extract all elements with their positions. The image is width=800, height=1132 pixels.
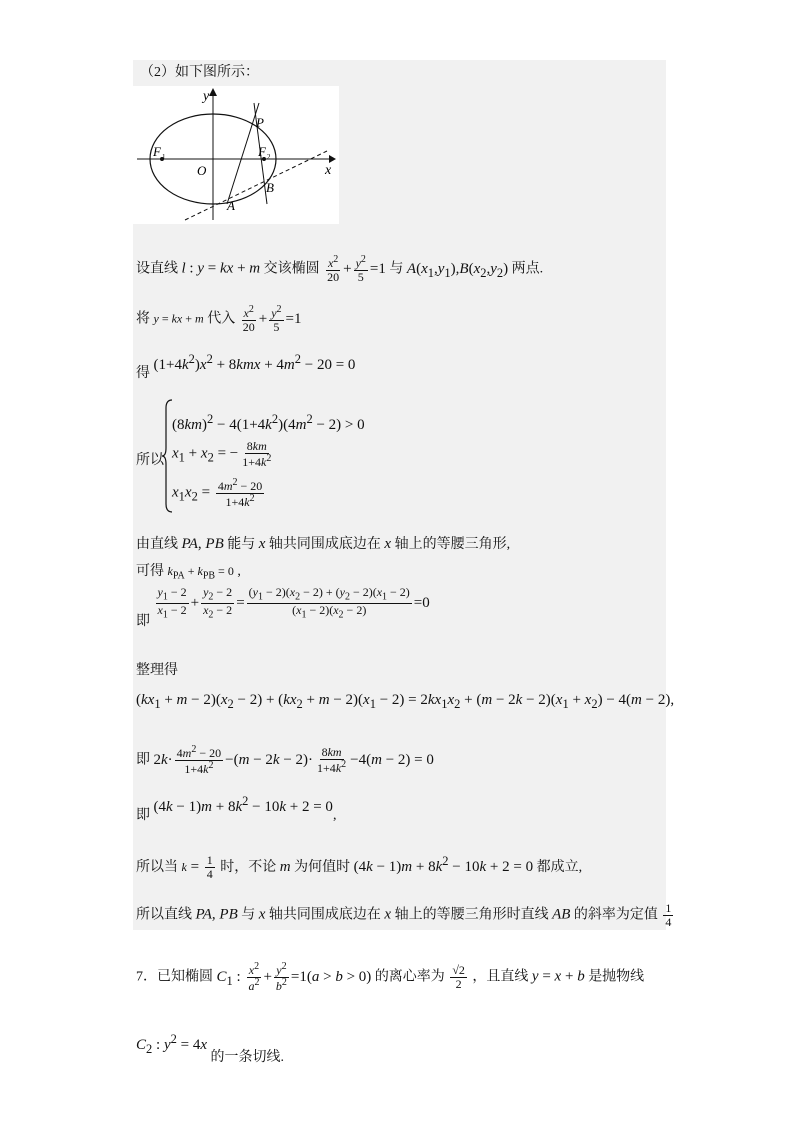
slope-fraction-eq: $\frac{y_1 - 2}{x_1 - 2}$ + $\frac{y_2 - 2}{x_2 - 2}$ = $\frac{(y_1 - 2)(x_2 - 2) + (y_2 - 2)(x_1 - 2)}{(x_1 - 2)(x_2 - 2)}$ =0: [157, 585, 430, 621]
eccentricity: $\frac{√2}{2}$: [452, 963, 465, 991]
m-var: m: [279, 859, 291, 875]
namely2-word: 即: [136, 752, 150, 768]
linear-in-m-eq: $(4k - 1)m + 8k^2 - 10k + 2 = 0$: [153, 794, 333, 815]
so-when-post: 都成立,: [536, 860, 583, 875]
so-word: 所以: [136, 453, 164, 468]
q7-mid2: ，且直线: [472, 969, 529, 985]
substitute-into-word: 代入: [207, 311, 236, 327]
point-b-label: B: [266, 180, 274, 195]
can-get-post: ,: [237, 564, 241, 579]
q7-mid: 的离心率为: [374, 969, 445, 985]
x-axis-label: x: [325, 163, 332, 178]
simplify-word: 整理得: [136, 663, 178, 678]
condition-post2: 轴共同围成底边在: [268, 537, 381, 552]
origin-label: O: [197, 163, 207, 178]
point-p-label: P: [256, 115, 264, 130]
can-get-word: 可得: [136, 564, 164, 579]
so-when-mid2: 为何值时: [294, 860, 351, 875]
substitute-ellipse: $\frac{x^2}{20}$ + $\frac{y^2}{5}$ =1: [242, 304, 302, 334]
ellipse-c1: $C_1$ : $\frac{x^2}{a^2}$ + $\frac{y^2}{b^2}$ =1(a > b > 0): [216, 961, 372, 993]
x-var-3: x: [258, 906, 266, 923]
ellipse-figure: [133, 86, 339, 224]
condition-post3: 轴上的等腰三角形,: [394, 537, 511, 552]
conclusion-pre: 所以直线: [136, 907, 192, 923]
so-when-pre: 所以当: [136, 860, 178, 875]
system-line-1: $(8km)^2 - 4(1+4k^2)(4m^2 - 2) > 0$: [172, 412, 365, 433]
get-word: 得: [136, 366, 150, 381]
ellipse-eq: $\frac{x^2}{20}$ + $\frac{y^2}{5}$ =1: [327, 254, 386, 284]
set-line-pre: 设直线: [136, 261, 178, 277]
condition-pre: 由直线: [136, 537, 178, 552]
ab-label: AB: [552, 906, 571, 923]
line-get: [136, 350, 356, 381]
system-line-3: $x_1x_2$ = $\frac{4m^2 - 20}{1+4k^2}$: [172, 477, 263, 509]
parabola-c2: $C_2$ : $y^2 = 4x$: [136, 1032, 207, 1056]
namely-word: 即: [136, 613, 150, 629]
slope-sum: $k_{PA} + k_{PB} = 0$: [167, 564, 234, 582]
pa-pb-2: PA, PB: [195, 906, 238, 923]
line-namely: [136, 585, 430, 630]
f1-subscript: 1: [162, 153, 166, 161]
line-set-line: [136, 255, 543, 283]
substituted-eq: 2k· $\frac{4m^2 - 20}{1+4k^2}$ −(m − 2k − 2)· $\frac{8km}{1+4k^2}$ −4(m − 2) = 0: [153, 744, 434, 776]
conclusion-mid: 与: [241, 907, 256, 923]
quadratic-eq: $(1+4k^2)x^2 + 8kmx + 4m^2 - 20 = 0$: [153, 352, 356, 373]
slope-one-quarter: $\frac{1}{4}$: [665, 901, 672, 929]
f2-subscript: 2: [267, 153, 271, 161]
question-7-line: [136, 962, 644, 992]
x-var-2: x: [384, 536, 392, 552]
question-7-line-2: [136, 1030, 284, 1065]
pa-pb-1: PA, PB: [181, 536, 224, 552]
set-line-post: 两点.: [511, 261, 544, 277]
line-condition: [136, 535, 510, 554]
y-axis-label: y: [203, 89, 210, 104]
line-so-when: [136, 852, 582, 881]
line-substitute: [136, 305, 301, 333]
x-var-1: x: [258, 536, 266, 552]
line-can-get: [136, 562, 241, 585]
always-holds-eq: $(4k - 1)m + 8k^2 - 10k + 2 = 0$: [353, 854, 534, 875]
points-ab: $A(x_1,y_1),B(x_2,y_2)$: [406, 260, 509, 280]
x-var-4: x: [384, 906, 392, 923]
condition-post: 能与: [227, 537, 256, 552]
q7-mid3: 是抛物线: [588, 969, 645, 985]
conclusion-post: 的斜率为定值: [573, 907, 658, 923]
q7-end: 的一条切线.: [210, 1050, 284, 1065]
substitute-word: 将: [136, 311, 150, 327]
line-namely3: 即 $(4k - 1)m + 8k^2 - 10k + 2 = 0$,: [136, 794, 337, 823]
so-when-mid: 时，不论: [220, 860, 277, 875]
line-eq: l : y = kx + m: [181, 260, 261, 277]
namely3-word: 即: [136, 808, 150, 823]
point-a-label: A: [227, 198, 235, 213]
q7-pre: 7．已知椭圆: [136, 969, 213, 985]
part2-label: （2）如下图所示：: [140, 65, 259, 80]
f2-label: F: [258, 144, 266, 159]
system-line-2: $x_1 + x_2$ = − $\frac{8km}{1+4k^2}$: [172, 439, 272, 469]
set-line-with: 与: [389, 261, 404, 277]
tangent-line: y = x + b: [531, 968, 585, 985]
conclusion-mid3: 轴上的等腰三角形时直线: [394, 907, 549, 923]
set-line-mid: 交该椭圆: [263, 261, 320, 277]
f1-label: F: [153, 144, 161, 159]
k-value: k = $\frac{1}{4}$: [181, 853, 213, 882]
simplified-eq: $(kx_1 + m - 2)(x_2 - 2) + (kx_2 + m - 2)(x_1 - 2) = 2kx_1x_2 + (m - 2k - 2)(x_1 + x_2) - 4(m - 2)$,: [136, 692, 675, 711]
conclusion-mid2: 轴共同围成底边在: [268, 907, 381, 923]
line-namely2: [136, 745, 434, 775]
substitute-expr: y = kx + m: [153, 311, 204, 326]
line-conclusion: [136, 902, 675, 928]
